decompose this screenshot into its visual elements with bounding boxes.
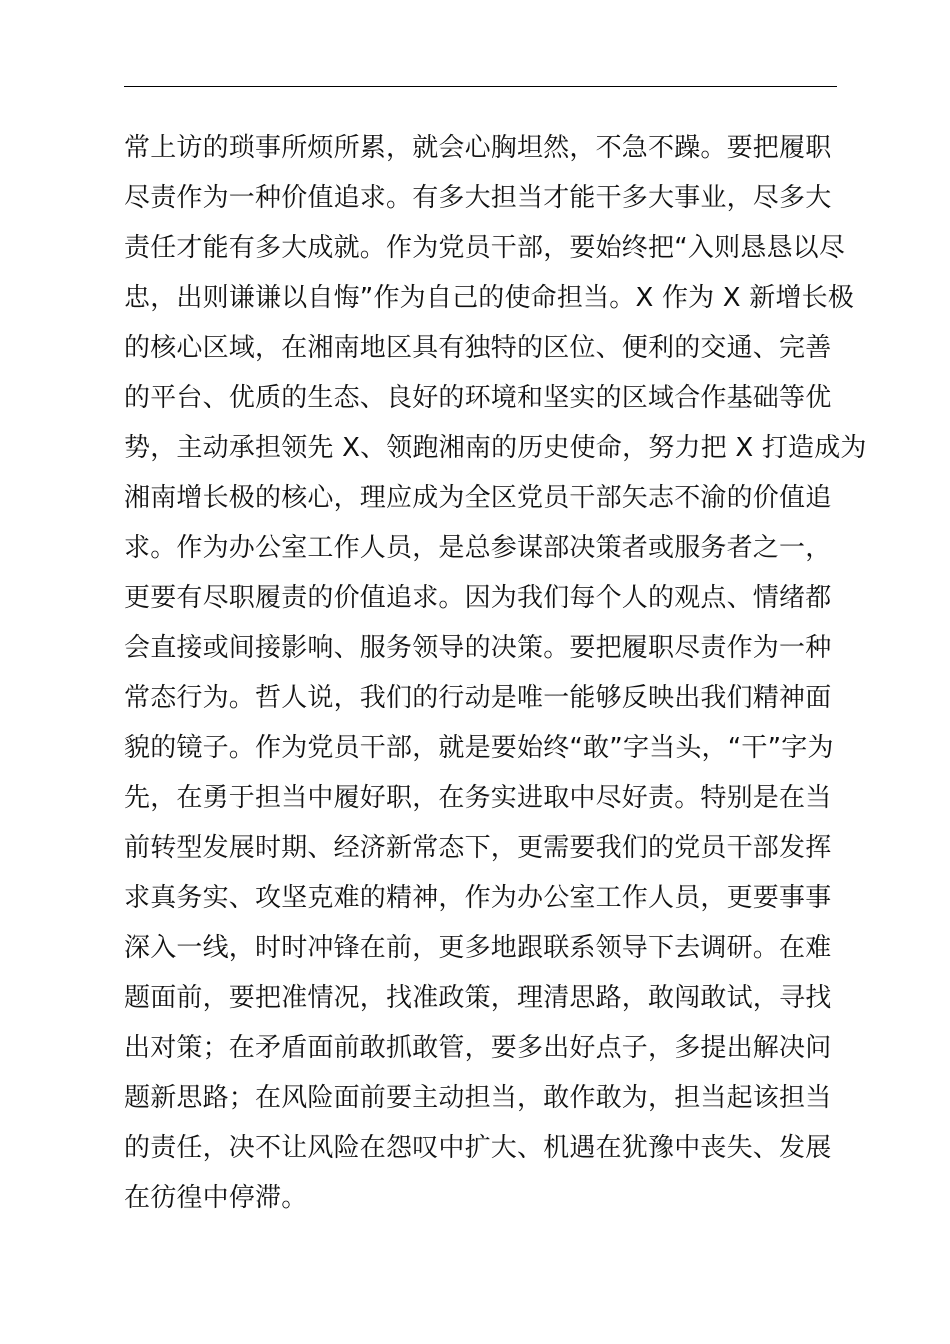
text-line: 题面前，要把准情况，找准政策，理清思路，敢闯敢试，寻找: [124, 983, 832, 1013]
text-line: 责任才能有多大成就。作为党员干部，要始终把“入则恳恳以尽: [124, 233, 846, 263]
text-line: 在彷徨中停滞。: [124, 1183, 308, 1213]
text-line: 常上访的琐事所烦所累，就会心胸坦然，不急不躁。要把履职: [124, 133, 832, 163]
text-line: 深入一线，时时冲锋在前，更多地跟联系领导下去调研。在难: [124, 933, 832, 963]
text-line: 会直接或间接影响、服务领导的决策。要把履职尽责作为一种: [124, 633, 832, 663]
text-line: 常态行为。哲人说，我们的行动是唯一能够反映出我们精神面: [124, 683, 832, 713]
text-line: 前转型发展时期、经济新常态下，更需要我们的党员干部发挥: [124, 833, 832, 863]
text-line: 的核心区域，在湘南地区具有独特的区位、便利的交通、完善: [124, 333, 832, 363]
body-text: [124, 123, 867, 1223]
text-line: 出对策；在矛盾面前敢抓敢管，要多出好点子，多提出解决问: [124, 1033, 832, 1063]
text-line: 貌的镜子。作为党员干部，就是要始终“敢”字当头，“干”字为: [124, 733, 834, 763]
text-line: 忠，出则谦谦以自悔”作为自己的使命担当。X 作为 X 新增长极: [124, 283, 855, 313]
text-line: 求。作为办公室工作人员，是总参谋部决策者或服务者之一，: [124, 533, 832, 563]
text-line: 的平台、优质的生态、良好的环境和坚实的区域合作基础等优: [124, 383, 832, 413]
text-line: 势，主动承担领先 X、领跑湘南的历史使命，努力把 X 打造成为: [124, 433, 867, 463]
text-line: 的责任，决不让风险在怨叹中扩大、机遇在犹豫中丧失、发展: [124, 1133, 832, 1163]
text-line: 湘南增长极的核心，理应成为全区党员干部矢志不渝的价值追: [124, 483, 832, 513]
text-line: 更要有尽职履责的价值追求。因为我们每个人的观点、情绪都: [124, 583, 832, 613]
header-rule: [124, 86, 837, 87]
text-line: 求真务实、攻坚克难的精神，作为办公室工作人员，更要事事: [124, 883, 832, 913]
text-line: 先，在勇于担当中履好职，在务实进取中尽好责。特别是在当: [124, 783, 832, 813]
text-line: 题新思路；在风险面前要主动担当，敢作敢为，担当起该担当: [124, 1083, 832, 1113]
text-line: 尽责作为一种价值追求。有多大担当才能干多大事业，尽多大: [124, 183, 832, 213]
